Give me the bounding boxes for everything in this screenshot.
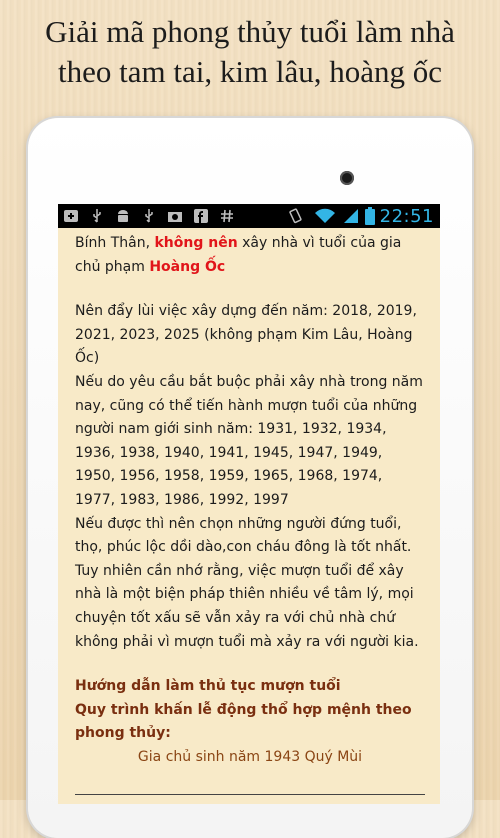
wifi-icon [312, 204, 338, 228]
article-intro: Bính Thân, không nên xây nhà vì tuổi của gia chủ phạm Hoàng Ốc [75, 235, 402, 275]
article-body [75, 232, 425, 769]
hash-icon [214, 204, 240, 228]
headline-line-2: theo tam tai, kim lâu, hoàng ốc [58, 54, 442, 89]
front-camera [340, 171, 354, 185]
divider [75, 794, 425, 795]
ground-breaking-link[interactable]: Quy trình khấn lễ động thổ hợp mệnh theo phong thủy: [75, 701, 412, 742]
status-clock: 22:51 [379, 205, 434, 227]
android-debug-icon [110, 204, 136, 228]
device-screen [58, 204, 440, 804]
borrow-age-link[interactable]: Hướng dẫn làm thủ tục mượn tuổi [75, 678, 341, 695]
usb-icon [136, 204, 162, 228]
vibrate-icon [282, 204, 308, 228]
add-notification-icon [58, 204, 84, 228]
article-paragraph: Nếu được thì nên chọn những người đứng tuổi, thọ, phúc lộc dồi dào,con cháu đông là tốt nhất. Tuy nhiên cần nhớ rằng, việc mượn tuổi để xây nhà là một biện pháp thiên nhiều về tâm lý, mọi chuyện tốt xấu sẽ vẫn xảy ra với chủ nhà chứ không phải vì mượn tuổi mà xảy ra với người kia. [75, 515, 419, 650]
headline-line-1: Giải mã phong thủy tuổi làm nhà [45, 14, 455, 49]
battery-icon [364, 204, 376, 228]
facebook-icon [188, 204, 214, 228]
article-paragraph: Nếu do yêu cầu bắt buộc phải xây nhà trong năm nay, cũng có thể tiến hành mượn tuổi của những người nam giới sinh năm: 1931, 1932, 1934, 1936, 1938, 1940, 1941, 1945, 1947, 1949, 1950, 1956, 1958, 1959, 1965, 1968, 1974, 1977, 1983, 1986, 1992, 1997 [75, 373, 423, 508]
usb-icon [84, 204, 110, 228]
promo-headline [0, 12, 500, 92]
signal-icon [342, 204, 360, 228]
warning-text: không nên [154, 235, 238, 251]
status-right-group [282, 204, 440, 228]
photo-icon [162, 204, 188, 228]
article-paragraph: Nên đẩy lùi việc xây dựng đến năm: 2018, 2019, 2021, 2023, 2025 (không phạm Kim Lâu, Hoàng Ốc) [75, 303, 417, 367]
hoang-oc-text: Hoàng Ốc [149, 258, 226, 275]
status-bar [58, 204, 440, 228]
owner-birth-year: Gia chủ sinh năm 1943 Quý Mùi [137, 748, 363, 765]
